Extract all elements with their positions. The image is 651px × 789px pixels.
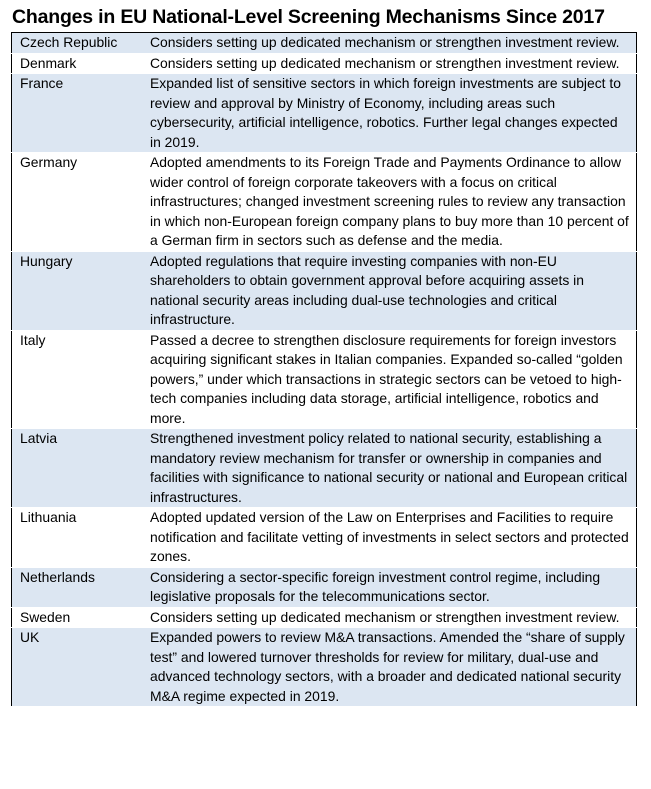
change-cell: Adopted regulations that require investing companies with non-EU shareholders to obtain government approval before acquiring assets in national security areas including dual-use technologies and critical infrastructure.: [137, 251, 637, 330]
change-cell: Expanded powers to review M&A transactions. Amended the “share of supply test” and lowered turnover thresholds for review for military, dual-use and advanced technology sectors, with a broader and dedicated national security M&A regime expected in 2019.: [137, 628, 637, 707]
change-cell: Considering a sector-specific foreign investment control regime, including legislative proposals for the telecommunications sector.: [137, 567, 637, 607]
table-row: [12, 429, 637, 508]
country-cell: Hungary: [12, 251, 138, 330]
country-cell: Germany: [12, 153, 138, 252]
table-row: [12, 33, 637, 54]
change-cell: Adopted amendments to its Foreign Trade and Payments Ordinance to allow wider control of foreign corporate takeovers with a focus on critical infrastructures; changed investment screening rules to review any transaction in which non-European foreign company plans to buy more than 10 percent of a German firm in sectors such as defense and the media.: [137, 153, 637, 252]
change-cell: Passed a decree to strengthen disclosure requirements for foreign investors acquiring significant stakes in Italian companies. Expanded so-called “golden powers,” under which transactions in strategic sectors can be vetoed to high-tech companies including data storage, artificial intelligence, robotics and more.: [137, 330, 637, 429]
country-cell: Czech Republic: [12, 33, 138, 54]
change-cell: Strengthened investment policy related to national security, establishing a mandatory review mechanism for transfer or ownership in companies and facilities with significance to national security or national and European critical infrastructures.: [137, 429, 637, 508]
table-row: [12, 74, 637, 153]
country-cell: Italy: [12, 330, 138, 429]
change-cell: Considers setting up dedicated mechanism or strengthen investment review.: [137, 53, 637, 74]
table-row: [12, 153, 637, 252]
table-row: [12, 251, 637, 330]
country-cell: UK: [12, 628, 138, 707]
country-cell: Latvia: [12, 429, 138, 508]
country-cell: France: [12, 74, 138, 153]
country-cell: Lithuania: [12, 508, 138, 568]
table-row: [12, 53, 637, 74]
page-title: Changes in EU National-Level Screening Mechanisms Since 2017: [12, 6, 605, 28]
country-cell: Sweden: [12, 607, 138, 628]
change-cell: Expanded list of sensitive sectors in which foreign investments are subject to review and approval by Ministry of Economy, including areas such cybersecurity, artificial intelligence, robotics. Further legal changes expected in 2019.: [137, 74, 637, 153]
change-cell: Considers setting up dedicated mechanism or strengthen investment review.: [137, 33, 637, 54]
table-row: [12, 567, 637, 607]
country-cell: Denmark: [12, 53, 138, 74]
table-row: [12, 508, 637, 568]
table-row: [12, 607, 637, 628]
table-row: [12, 330, 637, 429]
change-cell: Adopted updated version of the Law on Enterprises and Facilities to require notification and facilitate vetting of investments in select sectors and protected zones.: [137, 508, 637, 568]
screening-table: [11, 32, 637, 707]
country-cell: Netherlands: [12, 567, 138, 607]
change-cell: Considers setting up dedicated mechanism or strengthen investment review.: [137, 607, 637, 628]
table-row: [12, 628, 637, 707]
